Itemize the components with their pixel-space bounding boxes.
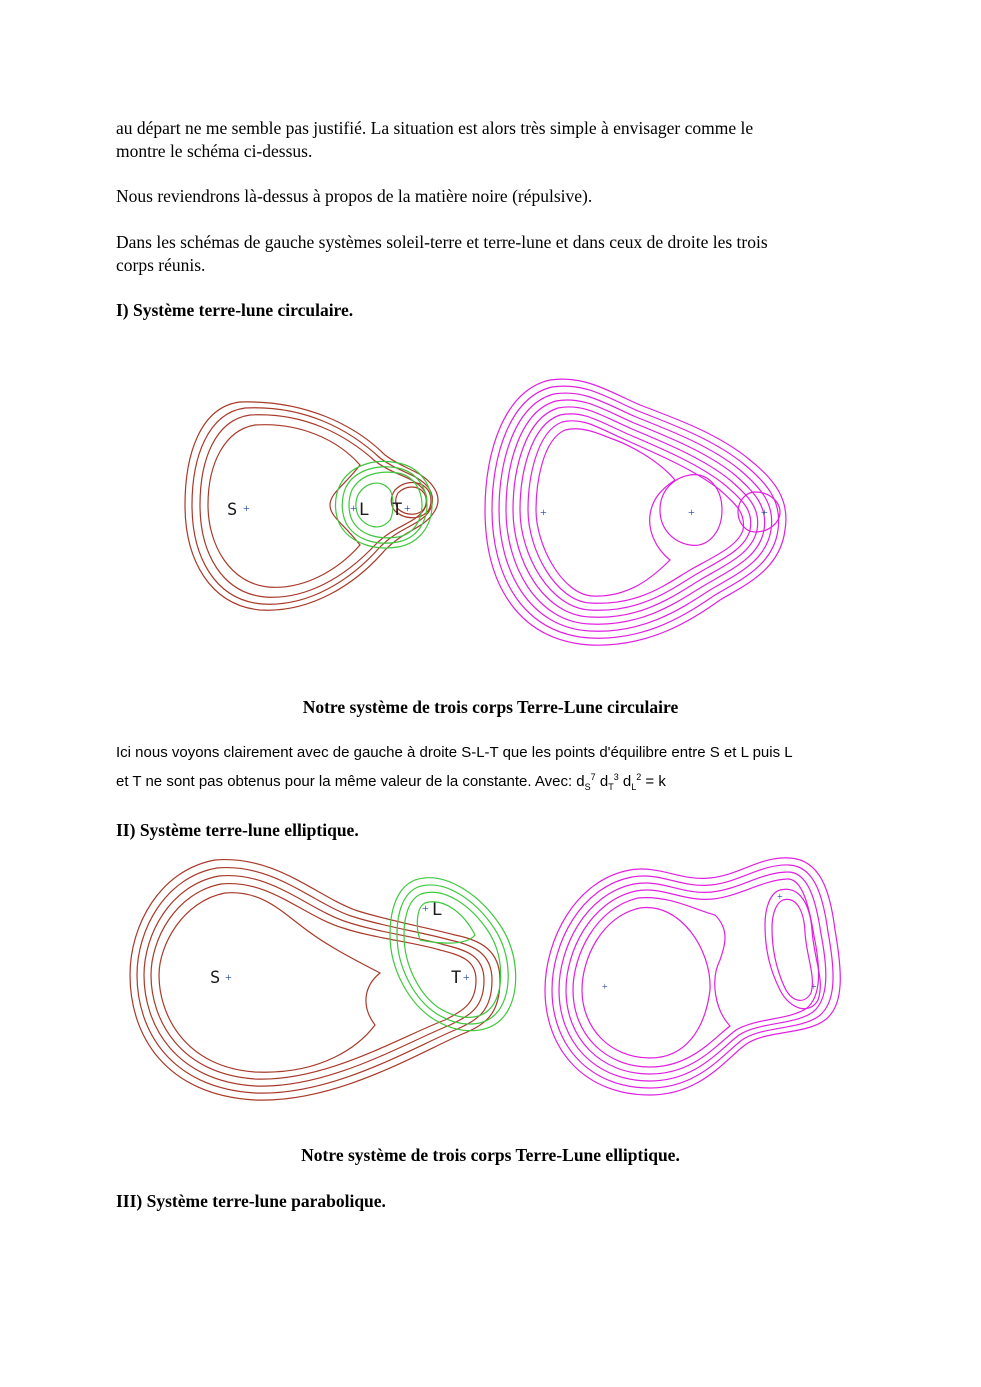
- equals-k: = k: [641, 773, 666, 790]
- marker-moon-elliptic: +: [422, 901, 429, 915]
- paragraph-explanation: [116, 741, 876, 799]
- section-heading-parabolic: III) Système terre-lune parabolique.: [116, 1191, 386, 1211]
- paragraph-intro: [116, 117, 876, 163]
- marker-sun-combined: +: [540, 505, 547, 519]
- marker-moon: +: [350, 501, 357, 515]
- marker-earth: +: [404, 501, 411, 515]
- sub-l: L: [631, 782, 637, 792]
- sub-t: T: [608, 782, 614, 792]
- paragraph-intro-line1: au départ ne me semble pas justifié. La situation est alors très simple à envisager comme le: [116, 118, 754, 138]
- paragraph-schemas-line1: Dans les schémas de gauche systèmes soleil-terre et terre-lune et dans ceux de droite les trois: [116, 232, 768, 252]
- label-sun-elliptic: S: [210, 968, 221, 988]
- d-t: d: [595, 773, 609, 790]
- figure-elliptic-right: [540, 850, 850, 1100]
- figure-circular-left: [170, 345, 470, 625]
- marker-earth-elliptic: +: [463, 970, 470, 984]
- exp-t: 3: [613, 772, 619, 782]
- figure-elliptic-left: [125, 855, 525, 1105]
- sun-earth-contours-elliptic: [130, 860, 500, 1101]
- marker-sun: +: [243, 501, 250, 515]
- explanation-line1: Ici nous voyons clairement avec de gauche à droite S-L-T que les points d'équilibre entre S et L puis L: [116, 744, 793, 761]
- marker-earth-combined: +: [761, 505, 768, 519]
- marker-earth-combined-elliptic: +: [811, 982, 817, 993]
- figure-circular-right: [480, 370, 800, 660]
- sub-s: S: [584, 782, 591, 792]
- marker-moon-combined: +: [688, 505, 695, 519]
- explanation-prefix: et T ne sont pas obtenus pour la même valeur de la constante. Avec: d: [116, 773, 585, 790]
- exp-s: 7: [590, 772, 596, 782]
- section-heading-circular: I) Système terre-lune circulaire.: [116, 300, 354, 320]
- section-heading-elliptic: II) Système terre-lune elliptique.: [116, 820, 359, 840]
- paragraph-intro-line2: montre le schéma ci-dessus.: [116, 141, 313, 161]
- marker-sun-combined-elliptic: +: [602, 982, 608, 993]
- explanation-line2: [116, 765, 876, 799]
- d-l: d: [618, 773, 632, 790]
- exp-l: 2: [636, 772, 642, 782]
- paragraph-schemas-line2: corps réunis.: [116, 255, 206, 275]
- marker-moon-combined-elliptic: +: [777, 892, 783, 903]
- marker-sun-elliptic: +: [225, 970, 232, 984]
- three-body-contours: [485, 379, 786, 645]
- paragraph-dark-matter: Nous reviendrons là-dessus à propos de la matière noire (répulsive).: [116, 186, 593, 206]
- label-earth: T: [392, 500, 403, 520]
- paragraph-schemas: [116, 231, 876, 277]
- label-earth-elliptic: T: [451, 968, 462, 988]
- caption-elliptic: Notre système de trois corps Terre-Lune elliptique.: [301, 1145, 680, 1165]
- label-moon-elliptic: L: [432, 900, 443, 920]
- label-sun: S: [227, 500, 238, 520]
- label-moon: L: [359, 500, 370, 520]
- caption-circular: Notre système de trois corps Terre-Lune circulaire: [302, 697, 679, 717]
- three-body-contours-elliptic: [545, 858, 840, 1095]
